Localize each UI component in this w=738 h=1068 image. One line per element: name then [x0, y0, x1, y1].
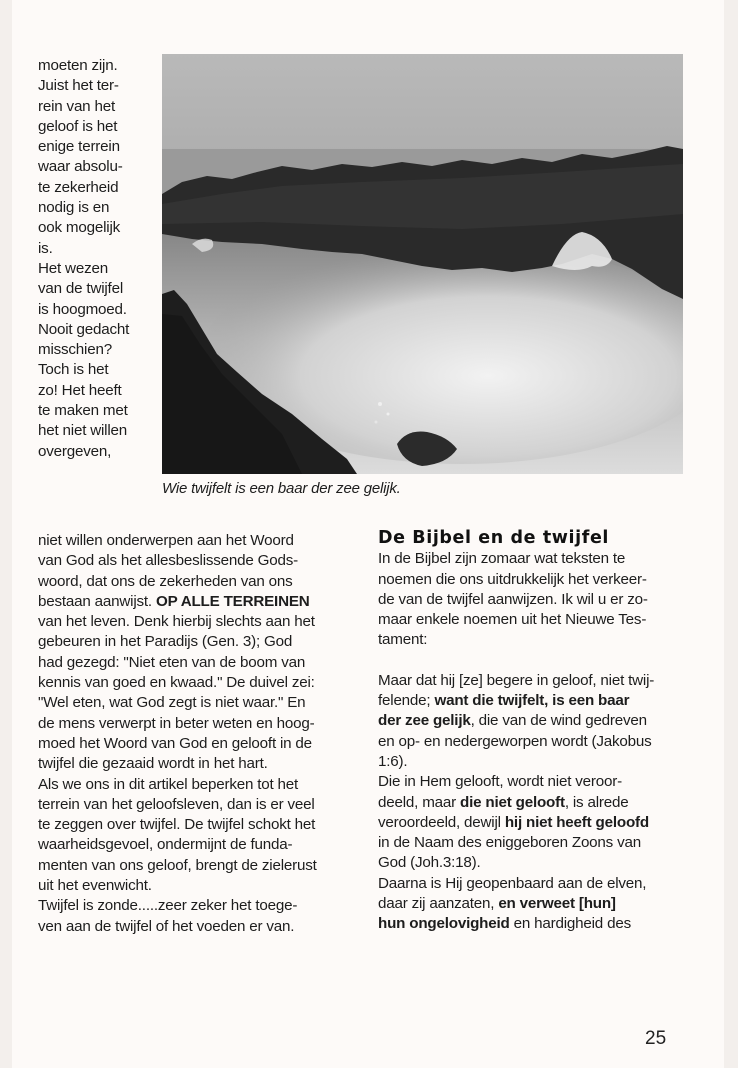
section-heading: De Bijbel en de twijfel: [378, 528, 610, 548]
text-line: ven aan de twijfel of het voeden er van.: [38, 917, 295, 935]
text-fragment: bestaan aanwijst.: [38, 592, 156, 610]
text-line: de van de twijfel aanwijzen. Ik wil u er zo-: [378, 590, 648, 608]
text-line: de mens verwerpt in beter weten en hoog-: [38, 714, 315, 732]
emphasis-text: hij niet heeft geloofd: [504, 813, 649, 831]
text-fragment: , is alrede: [564, 793, 629, 811]
text-fragment: , die van de wind gedreven: [470, 712, 647, 730]
text-line: enige terrein: [38, 138, 120, 156]
text-line: kennis van goed en kwaad." De duivel zei:: [38, 674, 315, 692]
text-line: geloof is het: [38, 117, 118, 135]
text-line: [378, 793, 684, 813]
emphasis-text: want die twijfelt, is een baar: [434, 692, 630, 710]
text-line: In de Bijbel zijn zomaar wat teksten te: [378, 550, 626, 568]
left-text-column: [38, 531, 344, 937]
emphasis-text: hun ongelovigheid: [378, 915, 510, 933]
text-line: het niet willen: [38, 422, 128, 440]
text-line: misschien?: [38, 341, 112, 359]
text-line: 1:6).: [378, 752, 408, 770]
right-text-column: [378, 528, 684, 935]
text-line: Twijfel is zonde.....zeer zeker het toege-: [38, 897, 298, 915]
text-line: [378, 691, 684, 711]
text-line: Maar dat hij [ze] begere in geloof, niet twij-: [378, 671, 655, 689]
text-fragment: en hardigheid des: [509, 915, 631, 933]
emphasis-text: die niet gelooft: [460, 793, 565, 811]
text-line: terrein van het geloofsleven, dan is er veel: [38, 795, 315, 813]
text-line: te zeggen over twijfel. De twijfel schokt het: [38, 816, 316, 834]
text-line: had gezegd: "Niet eten van de boom van: [38, 653, 306, 671]
text-line: zo! Het heeft: [38, 381, 122, 399]
text-line: moed het Woord van God en gelooft in de: [38, 734, 312, 752]
text-line: van het leven. Denk hierbij slechts aan het: [38, 613, 315, 631]
text-line: en op- en nedergeworpen wordt (Jakobus: [378, 732, 652, 750]
text-line: [378, 894, 684, 914]
text-line: moeten zijn.: [38, 57, 118, 74]
text-line: God (Joh.3:18).: [378, 854, 481, 872]
text-line: te maken met: [38, 402, 128, 420]
text-line: ook mogelijk: [38, 219, 121, 237]
text-fragment: deeld, maar: [378, 793, 461, 811]
text-line: Nooit gedacht: [38, 320, 130, 338]
text-line: "Wel eten, wat God zegt is niet waar." En: [38, 694, 306, 712]
text-line: gebeuren in het Paradijs (Gen. 3); God: [38, 633, 293, 651]
text-line: rein van het: [38, 97, 115, 115]
text-line: [378, 711, 684, 731]
narrow-text-column: [38, 56, 158, 462]
text-line: [378, 813, 684, 833]
text-line: Het wezen: [38, 259, 108, 277]
text-line: noemen die ons uitdrukkelijk het verkeer-: [378, 570, 647, 588]
coast-photo-illustration: [162, 54, 683, 474]
page-number: 25: [645, 1028, 667, 1049]
text-line: maar enkele noemen uit het Nieuwe Tes-: [378, 611, 647, 629]
text-line: twijfel die gezaaid wordt in het hart.: [38, 755, 268, 773]
text-line: uit het evenwicht.: [38, 877, 152, 895]
text-line: [378, 914, 684, 934]
text-fragment: felende;: [378, 692, 435, 710]
text-line: nodig is en: [38, 199, 110, 217]
text-line: woord, dat ons de zekerheden van ons: [38, 572, 293, 590]
text-fragment: daar zij aanzaten,: [378, 895, 499, 913]
text-line: waar absolu-: [38, 158, 123, 176]
text-line: in de Naam des eniggeboren Zoons van: [378, 834, 641, 852]
text-line: Toch is het: [38, 361, 109, 379]
text-line: [38, 592, 344, 612]
text-line: van God als het allesbeslissende Gods-: [38, 552, 299, 570]
text-line: overgeven,: [38, 442, 112, 460]
text-line: Daarna is Hij geopenbaard aan de elven,: [378, 874, 647, 892]
coast-photo: [162, 54, 683, 474]
text-line: is.: [38, 239, 53, 257]
text-line: tament:: [378, 631, 428, 649]
photo-caption: Wie twijfelt is een baar der zee gelijk.: [162, 480, 401, 497]
text-line: te zekerheid: [38, 178, 119, 196]
text-line: Als we ons in dit artikel beperken tot het: [38, 775, 299, 793]
paragraph-gap: [378, 651, 684, 671]
emphasis-text: OP ALLE TERREINEN: [155, 592, 310, 610]
text-line: van de twijfel: [38, 280, 123, 298]
text-line: Juist het ter-: [38, 77, 119, 95]
emphasis-text: der zee gelijk: [378, 712, 471, 730]
text-line: niet willen onderwerpen aan het Woord: [38, 532, 294, 549]
text-line: waarheidsgevoel, ondermijnt de funda-: [38, 836, 293, 854]
text-line: is hoogmoed.: [38, 300, 127, 318]
text-fragment: veroordeeld, dewijl: [378, 813, 505, 831]
emphasis-text: en verweet [hun]: [498, 895, 616, 913]
text-line: menten van ons geloof, brengt de zielerust: [38, 856, 317, 874]
text-line: Die in Hem gelooft, wordt niet veroor-: [378, 773, 622, 791]
